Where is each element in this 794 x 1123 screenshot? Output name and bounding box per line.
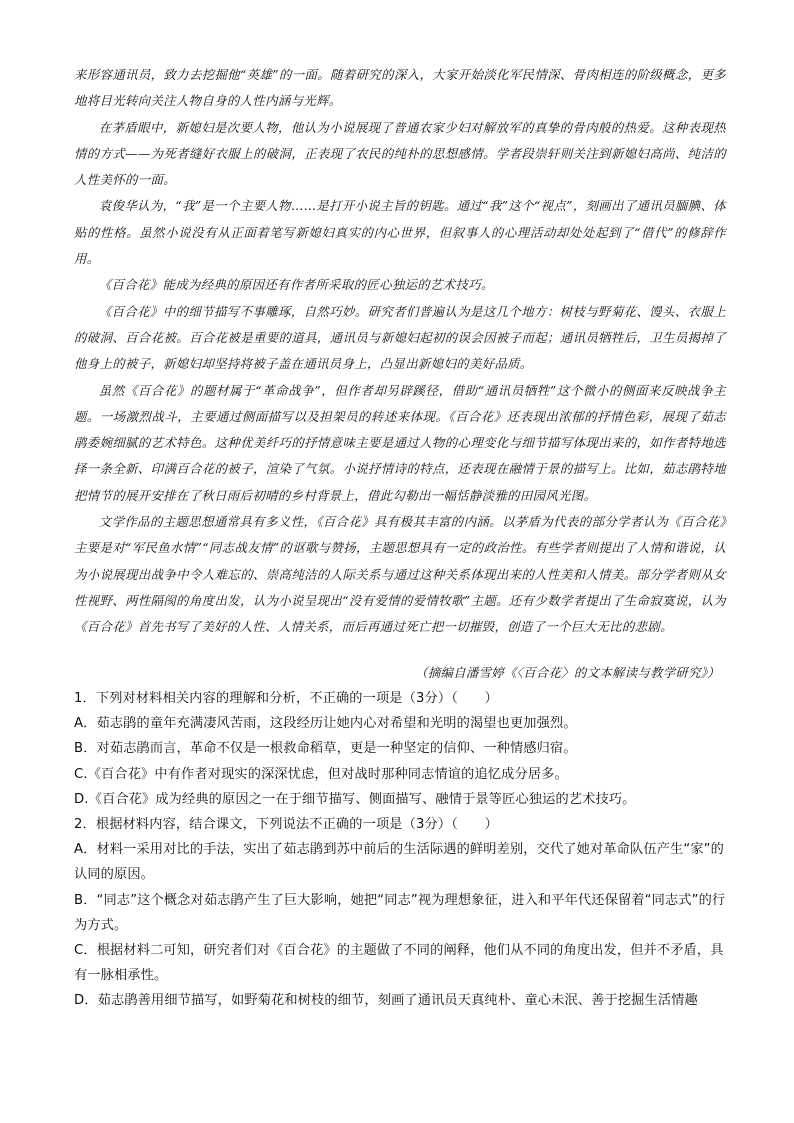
passage-source-citation: （摘编自潘雪婷《〈百合花〉的文本解读与教学研究》） bbox=[415, 665, 720, 680]
question-1-option-a: A．茹志鹃的童年充满凄风苦雨，这段经历让她内心对希望和光明的渴望也更加强烈。 bbox=[74, 716, 577, 732]
passage-paragraph-7: 文学作品的主题思想通常具有多义性，《百合花》具有极其丰富的内涵。以茅盾为代表的部分学者认为《百合花》主要是对“军民鱼水情”“同志战友情”的讴歌与赞扬，主题思想具有一定的政治性。有些学者则提出了人情和谐说，认为小说展现出战争中令人难忘的、崇高纯洁的人际关系与通过这种关系体现出来的人性美和人情美。部分学者则从女性视野、两性隔阂的角度出发，认为小说呈现出“没有爱情的爱情牧歌”主题。还有少数学者提出了生命寂寞说，认为《百合花》首先书写了美好的人性、人情关系，而后再通过死亡把一切摧毁，创造了一个巨大无比的悲剧。 bbox=[74, 514, 726, 635]
question-list bbox=[74, 686, 726, 1014]
question-2-stem: 2．根据材料内容，结合课文，下列说法不正确的一项是（3分）（ ） bbox=[74, 817, 498, 833]
question-1-option-d: D.《百合花》成为经典的原因之一在于细节描写、侧面描写、融情于景等匠心独运的艺术技巧。 bbox=[74, 791, 636, 807]
passage-paragraph-1: 来形容通讯员，致力去挖掘他“英雄”的一面。随着研究的深入，大家开始淡化军民情深、骨肉相连的阶级概念，更多地将目光转向关注人物自身的人性内涵与光辉。 bbox=[74, 67, 726, 109]
question-2-option-a: A．材料一采用对比的手法，实出了茹志鹃到苏中前后的生活际遇的鲜明差别，交代了她对革命队伍产生“家”的认同的原因。 bbox=[74, 842, 724, 883]
question-1-option-b: B．对茹志鹃而言，革命不仅是一根救命稻草，更是一种坚定的信仰、一种情感归宿。 bbox=[74, 741, 577, 757]
question-2-option-c: C．根据材料二可知，研究者们对《百合花》的主题做了不同的阐释，他们从不同的角度出发，但并不矛盾，具有一脉相承性。 bbox=[74, 943, 724, 984]
reading-passage bbox=[74, 62, 726, 641]
question-2-option-b: B．“同志”这个概念对茹志鹃产生了巨大影响，她把“同志”视为理想象征，进入和平年代还保留着“同志式”的行为方式。 bbox=[74, 892, 726, 933]
passage-paragraph-2: 在茅盾眼中，新媳妇是次要人物，他认为小说展现了普通农家少妇对解放军的真挚的骨肉般的热爱。这种表现热情的方式——为死者缝好衣服上的破洞，正表现了农民的纯朴的思想感情。学者段崇轩则关注到新媳妇高尚、纯洁的人性美怀的一面。 bbox=[74, 119, 726, 188]
question-1-stem: 1．下列对材料相关内容的理解和分析，不正确的一项是（3分）（ ） bbox=[74, 691, 498, 706]
passage-paragraph-4: 《百合花》能成为经典的原因还有作者所采取的匠心独运的艺术技巧。 bbox=[98, 277, 494, 293]
question-1-option-c: C.《百合花》中有作者对现实的深深忧虑，但对战时那种同志情谊的追忆成分居多。 bbox=[74, 766, 568, 782]
passage-paragraph-5: 《百合花》中的细节描写不事雕琢，自然巧妙。研究者们普遍认为是这几个地方：树枝与野菊花、馒头、衣服上的破洞、百合花被。百合花被是重要的道具，通讯员与新媳妇起初的误会因被子而起；通讯员牺牲后，卫生员揭掉了他身上的被子，新媳妇却坚持将被子盖在通讯员身上，凸显出新媳妇的美好品质。 bbox=[74, 303, 726, 372]
question-2-option-d: D．茹志鹃善用细节描写，如野菊花和树枝的细节，刻画了通讯员天真纯朴、童心未泯、善于挖掘生活情趣 bbox=[74, 993, 698, 1009]
passage-paragraph-3: 袁俊华认为，“我”是一个主要人物……是打开小说主旨的钥匙。通过“我”这个“视点”，刻画出了通讯员腼腆、体贴的性格。虽然小说没有从正面着笔写新媳妇真实的内心世界，但叙事人的心理活动却处处起到了“借代”的修辞作用。 bbox=[74, 198, 726, 267]
passage-paragraph-6: 虽然《百合花》的题材属于“革命战争”，但作者却另辟蹊径，借助“通讯员牺牲”这个微小的侧面来反映战争主题。一场激烈战斗，主要通过侧面描写以及担架员的转述来体现。《百合花》还表现出浓郁的抒情色彩，展现了茹志鹃委婉细腻的艺术特色。这种优美纤巧的抒情意味主要是通过人物的心理变化与细节描写体现出来的，如作者特地选择一条全新、印满百合花的被子，渲染了气氛。小说抒情诗的特点，还表现在融情于景的描写上。比如，茹志鹃特地把情节的展开安排在了秋日雨后初晴的乡村背景上，借此勾勒出一幅恬静淡雅的田园风光图。 bbox=[74, 382, 726, 503]
